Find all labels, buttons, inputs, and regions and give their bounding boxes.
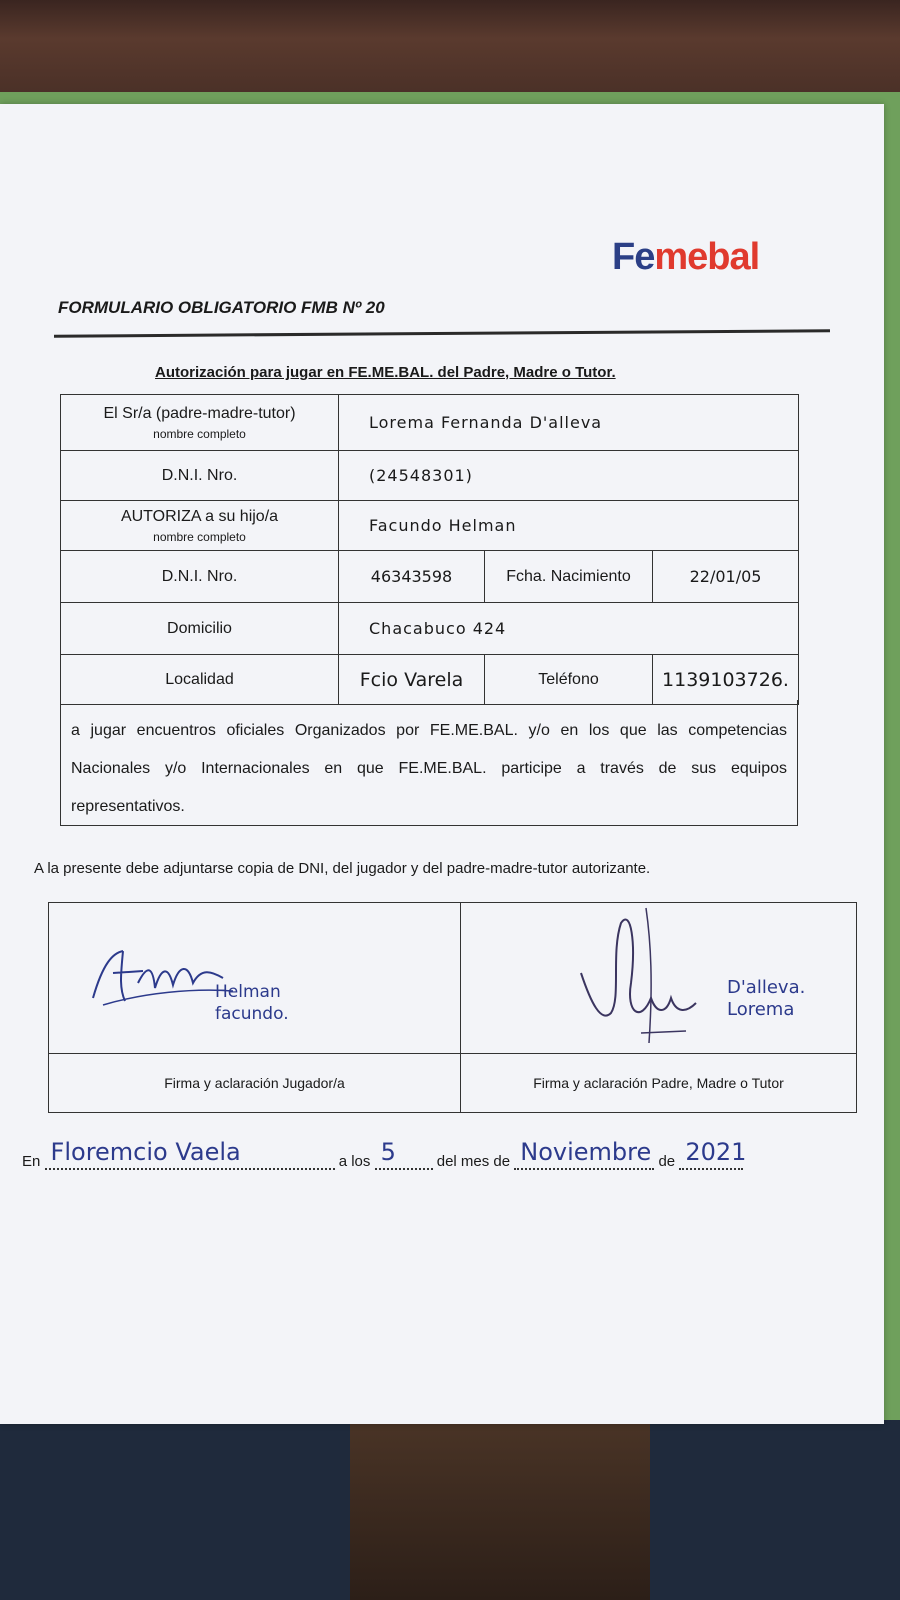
attachment-note: A la presente debe adjuntarse copia de DNI, del jugador y del padre-madre-tutor autorizante. bbox=[34, 860, 651, 877]
signature-table bbox=[48, 902, 857, 1113]
table-row bbox=[49, 1054, 857, 1113]
player-signature-label: Firma y aclaración Jugador/a bbox=[49, 1054, 461, 1113]
child-dni-value[interactable]: 46343598 bbox=[339, 551, 485, 603]
place-value: Floremcio Vaela bbox=[50, 1138, 241, 1166]
parent-signature-label: Firma y aclaración Padre, Madre o Tutor bbox=[461, 1054, 857, 1113]
form-subtitle: Autorización para jugar en FE.ME.BAL. del Padre, Madre o Tutor. bbox=[155, 364, 616, 381]
child-name-label-text: AUTORIZA a su hijo/a bbox=[120, 507, 279, 525]
player-signature-box[interactable] bbox=[49, 903, 461, 1054]
date-a-los-label: a los bbox=[338, 1153, 371, 1170]
logo-part-mebal: mebal bbox=[654, 236, 760, 278]
wooden-table-top bbox=[0, 0, 900, 96]
child-name-label bbox=[61, 501, 339, 551]
player-name-handwritten bbox=[215, 981, 289, 1025]
authorization-text: a jugar encuentros oficiales Organizados por FE.ME.BAL. y/o en los que las competencias Nacionales y/o Internacionales en que FE.ME.BAL. participe a través de sus equipos representativos. bbox=[60, 700, 798, 826]
parent-dni-label: D.N.I. Nro. bbox=[61, 451, 339, 501]
table-row bbox=[49, 903, 857, 1054]
date-en-label: En bbox=[22, 1153, 41, 1170]
floor-wood-panel bbox=[350, 1420, 650, 1600]
parent-name-value[interactable]: Lorema Fernanda D'alleva bbox=[339, 395, 799, 451]
city-value[interactable]: Fcio Varela bbox=[339, 655, 485, 705]
phone-value[interactable]: 1139103726. bbox=[653, 655, 799, 705]
address-label: Domicilio bbox=[61, 603, 339, 655]
month-value: Noviembre bbox=[520, 1138, 652, 1166]
child-name-value[interactable]: Facundo Helman bbox=[339, 501, 799, 551]
parent-name-line2: Lorema bbox=[727, 999, 795, 1020]
phone-label: Teléfono bbox=[485, 655, 653, 705]
parent-dni-value[interactable]: (24548301) bbox=[339, 451, 799, 501]
table-row bbox=[61, 655, 799, 705]
year-value: 2021 bbox=[685, 1138, 747, 1166]
authorization-table bbox=[60, 394, 799, 705]
player-name-line1: Helman bbox=[215, 982, 281, 1002]
parent-signature-icon bbox=[551, 903, 731, 1051]
parent-name-sublabel: nombre completo bbox=[153, 426, 246, 441]
player-name-line2: facundo. bbox=[215, 1004, 289, 1024]
city-label: Localidad bbox=[61, 655, 339, 705]
table-row bbox=[61, 395, 799, 451]
address-value[interactable]: Chacabuco 424 bbox=[339, 603, 799, 655]
form-title: FORMULARIO OBLIGATORIO FMB Nº 20 bbox=[58, 298, 385, 317]
date-mes-label: del mes de bbox=[436, 1153, 511, 1170]
month-field[interactable] bbox=[514, 1138, 654, 1170]
day-field[interactable] bbox=[375, 1138, 433, 1170]
parent-name-label-text: El Sr/a (padre-madre-tutor) bbox=[103, 404, 296, 422]
table-row bbox=[61, 501, 799, 551]
child-name-sublabel: nombre completo bbox=[153, 529, 246, 544]
birth-date-value[interactable]: 22/01/05 bbox=[653, 551, 799, 603]
parent-signature-box[interactable] bbox=[461, 903, 857, 1054]
parent-name-handwritten bbox=[727, 977, 805, 1021]
birth-date-label: Fcha. Nacimiento bbox=[485, 551, 653, 603]
parent-name-label bbox=[61, 395, 339, 451]
femebal-logo bbox=[612, 236, 759, 279]
date-de-label: de bbox=[658, 1153, 676, 1170]
day-value: 5 bbox=[380, 1138, 396, 1166]
table-row bbox=[61, 551, 799, 603]
year-field[interactable] bbox=[679, 1138, 747, 1170]
table-row bbox=[61, 603, 799, 655]
child-dni-label: D.N.I. Nro. bbox=[61, 551, 339, 603]
logo-part-fe: Fe bbox=[612, 236, 655, 278]
table-row bbox=[61, 451, 799, 501]
parent-name-line1: D'alleva. bbox=[727, 977, 806, 998]
place-field[interactable] bbox=[45, 1138, 335, 1170]
date-place-line bbox=[22, 1138, 747, 1170]
